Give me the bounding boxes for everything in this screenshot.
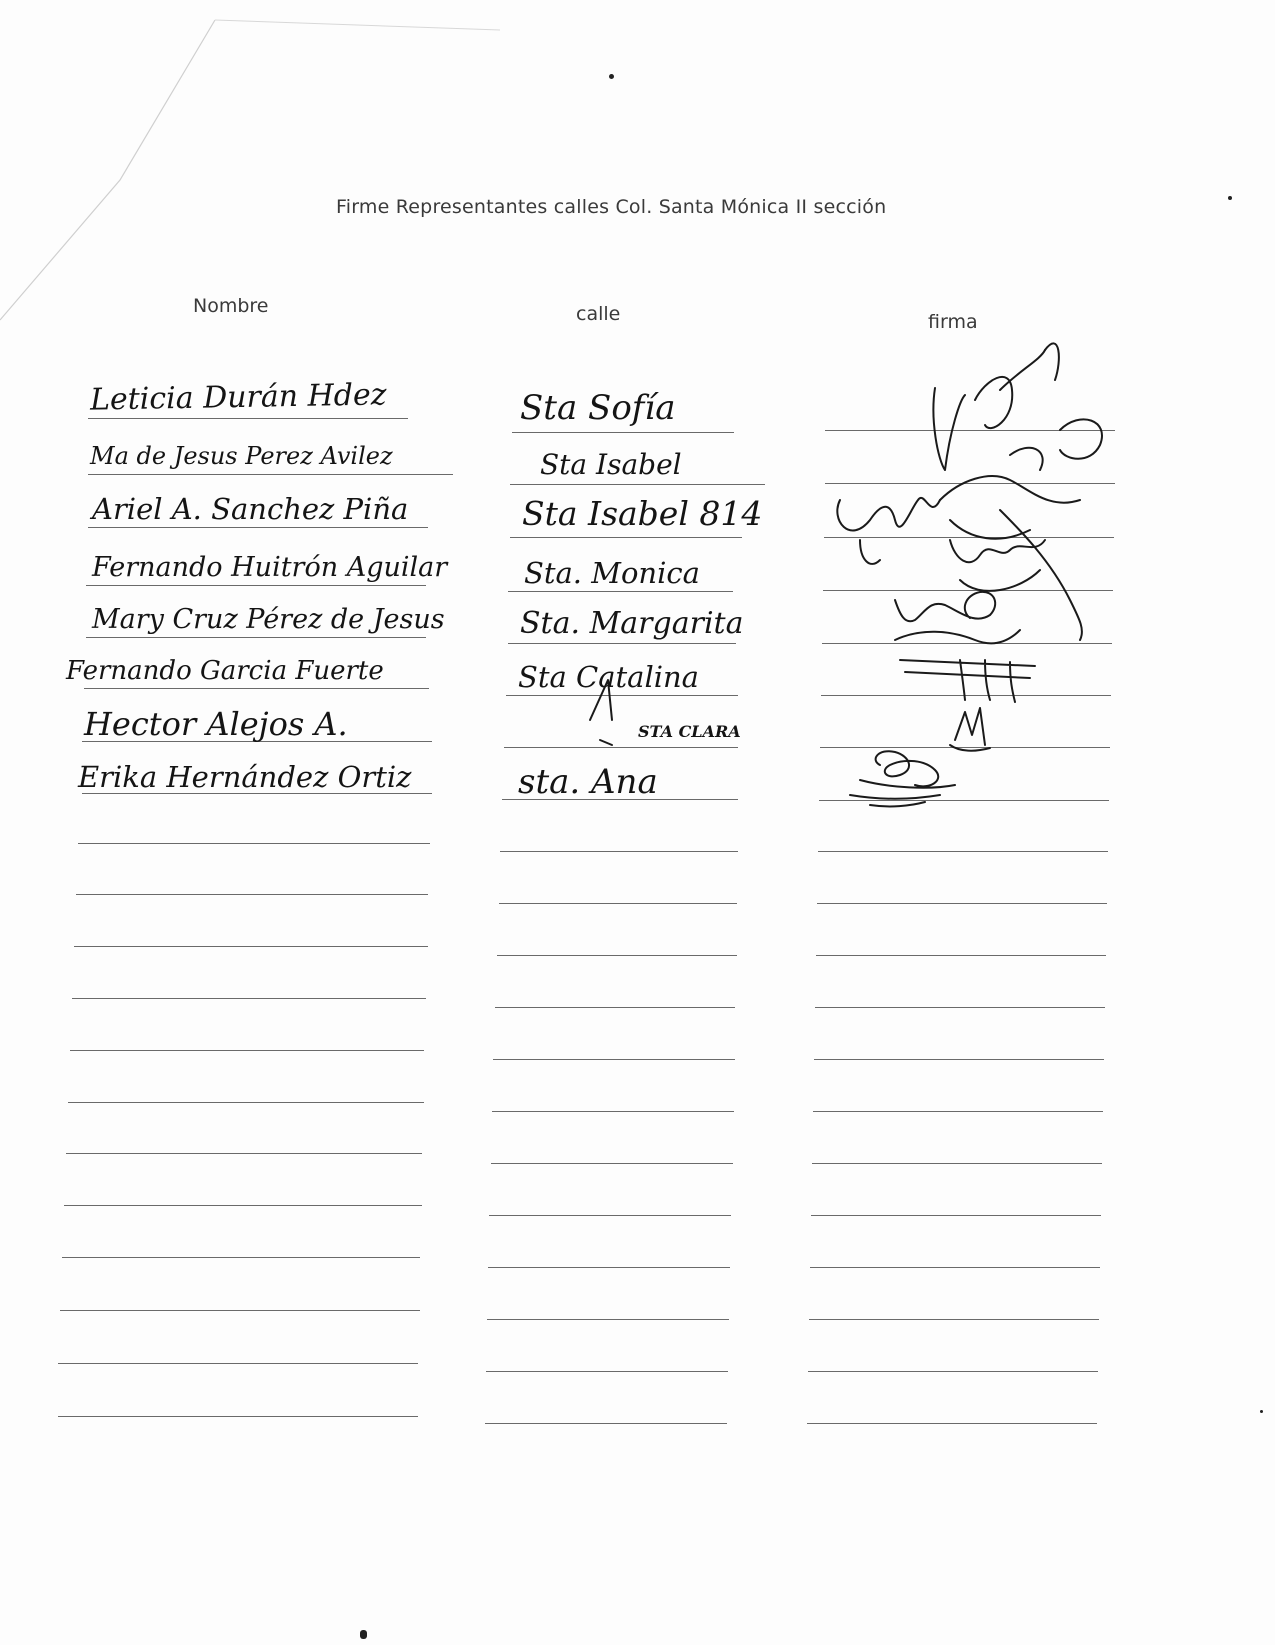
signature-4 (895, 592, 995, 621)
calle-line (486, 1371, 728, 1372)
page-title: Firme Representantes calles Col. Santa Mónica II sección (336, 196, 887, 218)
calle-line (497, 955, 737, 956)
signature-2 (837, 498, 940, 564)
firma-line (816, 955, 1106, 956)
entry-name: Leticia Durán Hdez (89, 377, 387, 418)
nombre-line (88, 474, 453, 475)
entry-name: Fernando Garcia Fuerte (66, 656, 384, 686)
nombre-line (70, 1050, 424, 1051)
calle-line (488, 1267, 730, 1268)
entry-street: Sta. Monica (524, 556, 700, 590)
firma-line (814, 1059, 1104, 1060)
calle-line (485, 1423, 727, 1424)
scan-speck (1260, 1410, 1263, 1413)
entry-street: Sta. Margarita (520, 606, 744, 641)
firma-line (809, 1319, 1099, 1320)
firma-line (807, 1423, 1097, 1424)
column-header-firma: firma (928, 311, 978, 333)
calle-line (512, 432, 734, 433)
calle-line (506, 695, 738, 696)
nombre-line (76, 894, 428, 895)
calle-line (508, 591, 733, 592)
firma-line (810, 1267, 1100, 1268)
entry-street: STA CLARA (638, 722, 741, 741)
firma-line (815, 1007, 1105, 1008)
nombre-line (66, 1153, 422, 1154)
signature-6 (950, 708, 990, 751)
signature-1 (933, 350, 1045, 470)
firma-line (822, 643, 1112, 644)
nombre-line (84, 688, 429, 689)
nombre-line (68, 1102, 424, 1103)
calle-line (510, 537, 742, 538)
column-header-nombre: Nombre (193, 295, 269, 317)
entry-street: sta. Ana (518, 762, 658, 802)
nombre-line (62, 1257, 420, 1258)
calle-line (508, 643, 736, 644)
entry-name: Ma de Jesus Perez Avilez (90, 442, 393, 470)
entry-street: Sta Catalina (518, 660, 699, 694)
firma-line (808, 1371, 1098, 1372)
calle-line (510, 484, 765, 485)
nombre-line (78, 843, 430, 844)
scan-speck (609, 74, 614, 79)
entry-name: Fernando Huitrón Aguilar (92, 552, 448, 583)
nombre-line (86, 637, 426, 638)
firma-line (812, 1163, 1102, 1164)
calle-line (493, 1059, 735, 1060)
entry-name: Mary Cruz Pérez de Jesus (92, 604, 445, 635)
nombre-line (74, 946, 428, 947)
firma-line (825, 483, 1115, 484)
firma-line (818, 851, 1108, 852)
entry-name: Erika Hernández Ortiz (78, 760, 412, 794)
calle-line (500, 851, 738, 852)
entry-street: Sta Isabel (540, 448, 682, 481)
firma-line (824, 537, 1114, 538)
entry-street: Sta Isabel 814 (522, 494, 763, 533)
calle-line (491, 1163, 733, 1164)
firma-line (811, 1215, 1101, 1216)
firma-line (820, 747, 1110, 748)
calle-line (495, 1007, 735, 1008)
signature-7 (850, 751, 955, 806)
column-header-calle: calle (576, 303, 621, 325)
firma-line (819, 800, 1109, 801)
calle-line (487, 1319, 729, 1320)
entry-name: Hector Alejos A. (84, 705, 348, 743)
firma-line (817, 903, 1107, 904)
nombre-line (64, 1205, 422, 1206)
nombre-line (58, 1363, 418, 1364)
scan-speck (1228, 196, 1232, 200)
nombre-line (60, 1310, 420, 1311)
nombre-line (88, 527, 428, 528)
entry-name: Ariel A. Sanchez Piña (92, 492, 409, 526)
entry-street: Sta Sofía (520, 388, 676, 428)
calle-line (489, 1215, 731, 1216)
scan-speck (360, 1630, 367, 1639)
firma-line (821, 695, 1111, 696)
firma-line (825, 430, 1115, 431)
calle-line (504, 747, 738, 748)
signature-3 (950, 540, 1045, 591)
firma-line (813, 1111, 1103, 1112)
nombre-line (86, 585, 426, 586)
firma-line (823, 590, 1113, 591)
nombre-line (72, 998, 426, 999)
nombre-line (58, 1416, 418, 1417)
nombre-line (88, 418, 408, 419)
calle-line (492, 1111, 734, 1112)
calle-line (499, 903, 737, 904)
